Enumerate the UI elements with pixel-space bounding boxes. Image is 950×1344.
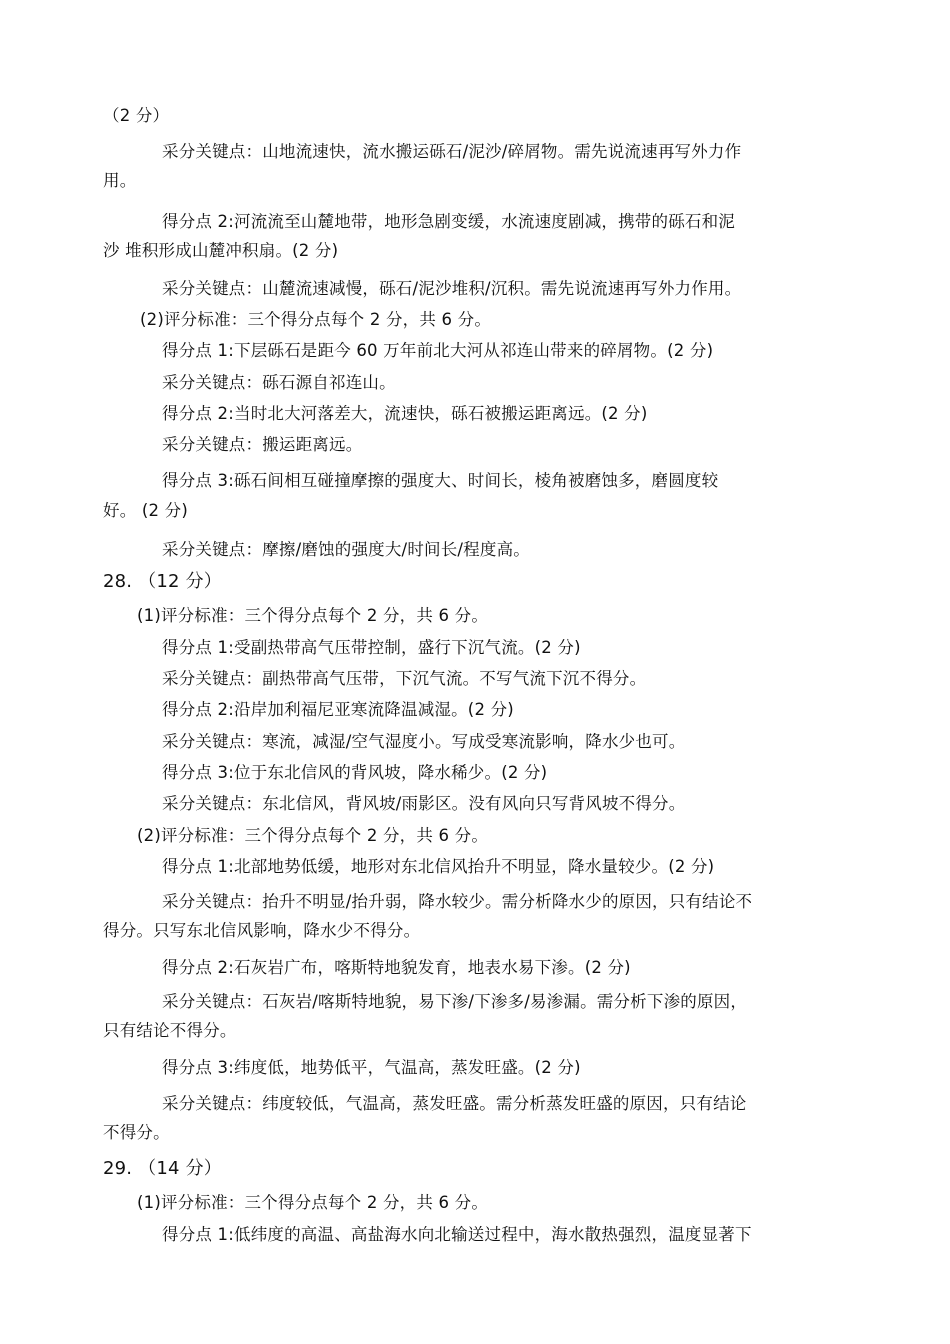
text-line: 采分关键点：东北信风，背风坡/雨影区。没有风向只写背风坡不得分。	[162, 794, 686, 813]
text-line: (2)评分标准：三个得分点每个 2 分，共 6 分。	[137, 826, 489, 845]
text-line: 得分点 1:北部地势低缓，地形对东北信风抬升不明显，降水量较少。(2 分)	[162, 857, 715, 876]
text-line: 得分点 2:石灰岩广布，喀斯特地貌发育，地表水易下渗。(2 分)	[162, 958, 631, 977]
text-line: 采分关键点：寒流，减湿/空气湿度小。写成受寒流影响，降水少也可。	[162, 732, 686, 751]
text-line: (1)评分标准：三个得分点每个 2 分，共 6 分。	[137, 1193, 489, 1212]
text-line: 得分点 1:低纬度的高温、高盐海水向北输送过程中，海水散热强烈，温度显著下	[162, 1225, 752, 1244]
text-line: 得分点 2:河流流至山麓地带，地形急剧变缓，水流速度剧减，携带的砾石和泥	[162, 212, 736, 231]
text-line: 只有结论不得分。	[103, 1021, 237, 1040]
text-line: 采分关键点：山麓流速减慢，砾石/泥沙堆积/沉积。需先说流速再写外力作用。	[162, 279, 742, 298]
question-number: 28. （12 分）	[103, 571, 222, 592]
text-line: 采分关键点：纬度较低，气温高，蒸发旺盛。需分析蒸发旺盛的原因，只有结论	[162, 1094, 747, 1113]
text-line: （2 分）	[103, 106, 170, 125]
text-line: 采分关键点：石灰岩/喀斯特地貌，易下渗/下渗多/易渗漏。需分析下渗的原因，	[162, 992, 748, 1011]
text-line: 好。 (2 分)	[103, 501, 188, 520]
text-line: 得分点 3:纬度低，地势低平，气温高，蒸发旺盛。(2 分)	[162, 1058, 581, 1077]
text-line: 采分关键点：砾石源自祁连山。	[162, 373, 396, 392]
text-line: 采分关键点：山地流速快，流水搬运砾石/泥沙/碎屑物。需先说流速再写外力作	[162, 142, 742, 161]
text-line: 得分点 1:下层砾石是距今 60 万年前北大河从祁连山带来的碎屑物。(2 分)	[162, 341, 714, 360]
text-line: 采分关键点：副热带高气压带，下沉气流。不写气流下沉不得分。	[162, 669, 647, 688]
text-line: 得分点 3:位于东北信风的背风坡，降水稀少。(2 分)	[162, 763, 548, 782]
text-line: 采分关键点：摩擦/磨蚀的强度大/时间长/程度高。	[162, 540, 530, 559]
text-line: (1)评分标准：三个得分点每个 2 分，共 6 分。	[137, 606, 489, 625]
text-line: 沙 堆积形成山麓冲积扇。(2 分)	[103, 241, 339, 260]
text-line: 得分点 2:沿岸加利福尼亚寒流降温减湿。(2 分)	[162, 700, 514, 719]
text-line: 得分点 2:当时北大河落差大，流速快，砾石被搬运距离远。(2 分)	[162, 404, 648, 423]
text-line: 得分点 1:受副热带高气压带控制，盛行下沉气流。(2 分)	[162, 638, 581, 657]
text-line: 采分关键点：抬升不明显/抬升弱，降水较少。需分析降水少的原因，只有结论不	[162, 892, 753, 911]
text-line: (2)评分标准：三个得分点每个 2 分，共 6 分。	[140, 310, 492, 329]
question-number: 29. （14 分）	[103, 1158, 222, 1179]
text-line: 得分。只写东北信风影响，降水少不得分。	[103, 921, 421, 940]
text-line: 得分点 3:砾石间相互碰撞摩擦的强度大、时间长，棱角被磨蚀多，磨圆度较	[162, 471, 719, 490]
text-line: 采分关键点：搬运距离远。	[162, 435, 363, 454]
text-line: 用。	[103, 171, 137, 190]
text-line: 不得分。	[103, 1123, 170, 1142]
